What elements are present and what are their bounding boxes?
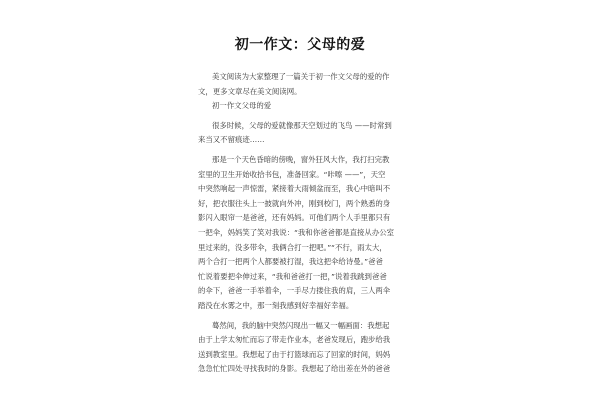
paragraph-line: 里过来的，没多带伞，我俩合打一把吧。”“不行，雨太大， — [198, 242, 387, 252]
paragraph-line: 两个合打一把两个人都要被打湿，我这把伞给诗曼。”爸爸 — [198, 257, 383, 267]
intro-line: 文，更多文章尽在美文阅读网。 — [198, 86, 302, 96]
paragraph-line: 的伞下，爸爸一手举着伞，一手尽力搂住我的肩，三人两伞 — [198, 286, 391, 296]
paragraph-line: 一把伞，妈妈笑了笑对我说：“我和你爸爸都是直接从办公室 — [198, 227, 394, 237]
paragraph-line: 室里的卫生开始收拾书包，准备回家。“咔嚓 ——”，天空 — [198, 169, 386, 179]
paragraph-line: 送到教室里。我想起了由于打篮球而忘了回家的时间，妈妈 — [198, 349, 391, 359]
paragraph-line: 好，把衣服往头上一披就向外冲，刚到校门，两个熟悉的身 — [198, 198, 391, 208]
paragraph-line: 来当又不留痕迹…… — [198, 135, 265, 145]
paragraph-line: 忙说着要把伞伸过来，“我和爸爸打一把，”说着我跳到爸爸 — [198, 271, 387, 281]
paragraph-line: 蓦然间，我的脑中突然闪现出一幅又一幅画面：我想起 — [212, 320, 390, 330]
article-subtitle: 初一作文父母的爱 — [212, 101, 272, 111]
paragraph-line: 中突然响起一声惊雷，紧接着大雨倾盆而至，我心中暗叫不 — [198, 184, 391, 194]
paragraph-line: 由于上学太匆忙而忘了带走作业本，老爸发现后，跑步给我 — [198, 335, 391, 345]
paragraph-line: 很多时候，父母的爱就像那天空划过的飞鸟 ——时常到 — [212, 120, 392, 130]
paragraph-line: 急急忙忙四处寻找我时的身影。我想起了给出差在外的爸爸 — [198, 364, 391, 374]
paragraph-line: 影闪入眼帘一是爸爸，还有妈妈。可他们两个人手里都只有 — [198, 213, 391, 223]
paragraph-line: 踏没在水雾之中，那一刻我感到好幸福好幸福。 — [198, 300, 354, 310]
article-title: 初一作文：父母的爱 — [234, 37, 366, 53]
article-body — [198, 70, 410, 377]
paragraph-line: 那是一个天色昏暗的傍晚，窗外狂风大作，我打扫完教 — [212, 154, 390, 164]
intro-line: 美文阅读为大家整理了一篇关于初一作文父母的爱的作 — [212, 72, 390, 81]
